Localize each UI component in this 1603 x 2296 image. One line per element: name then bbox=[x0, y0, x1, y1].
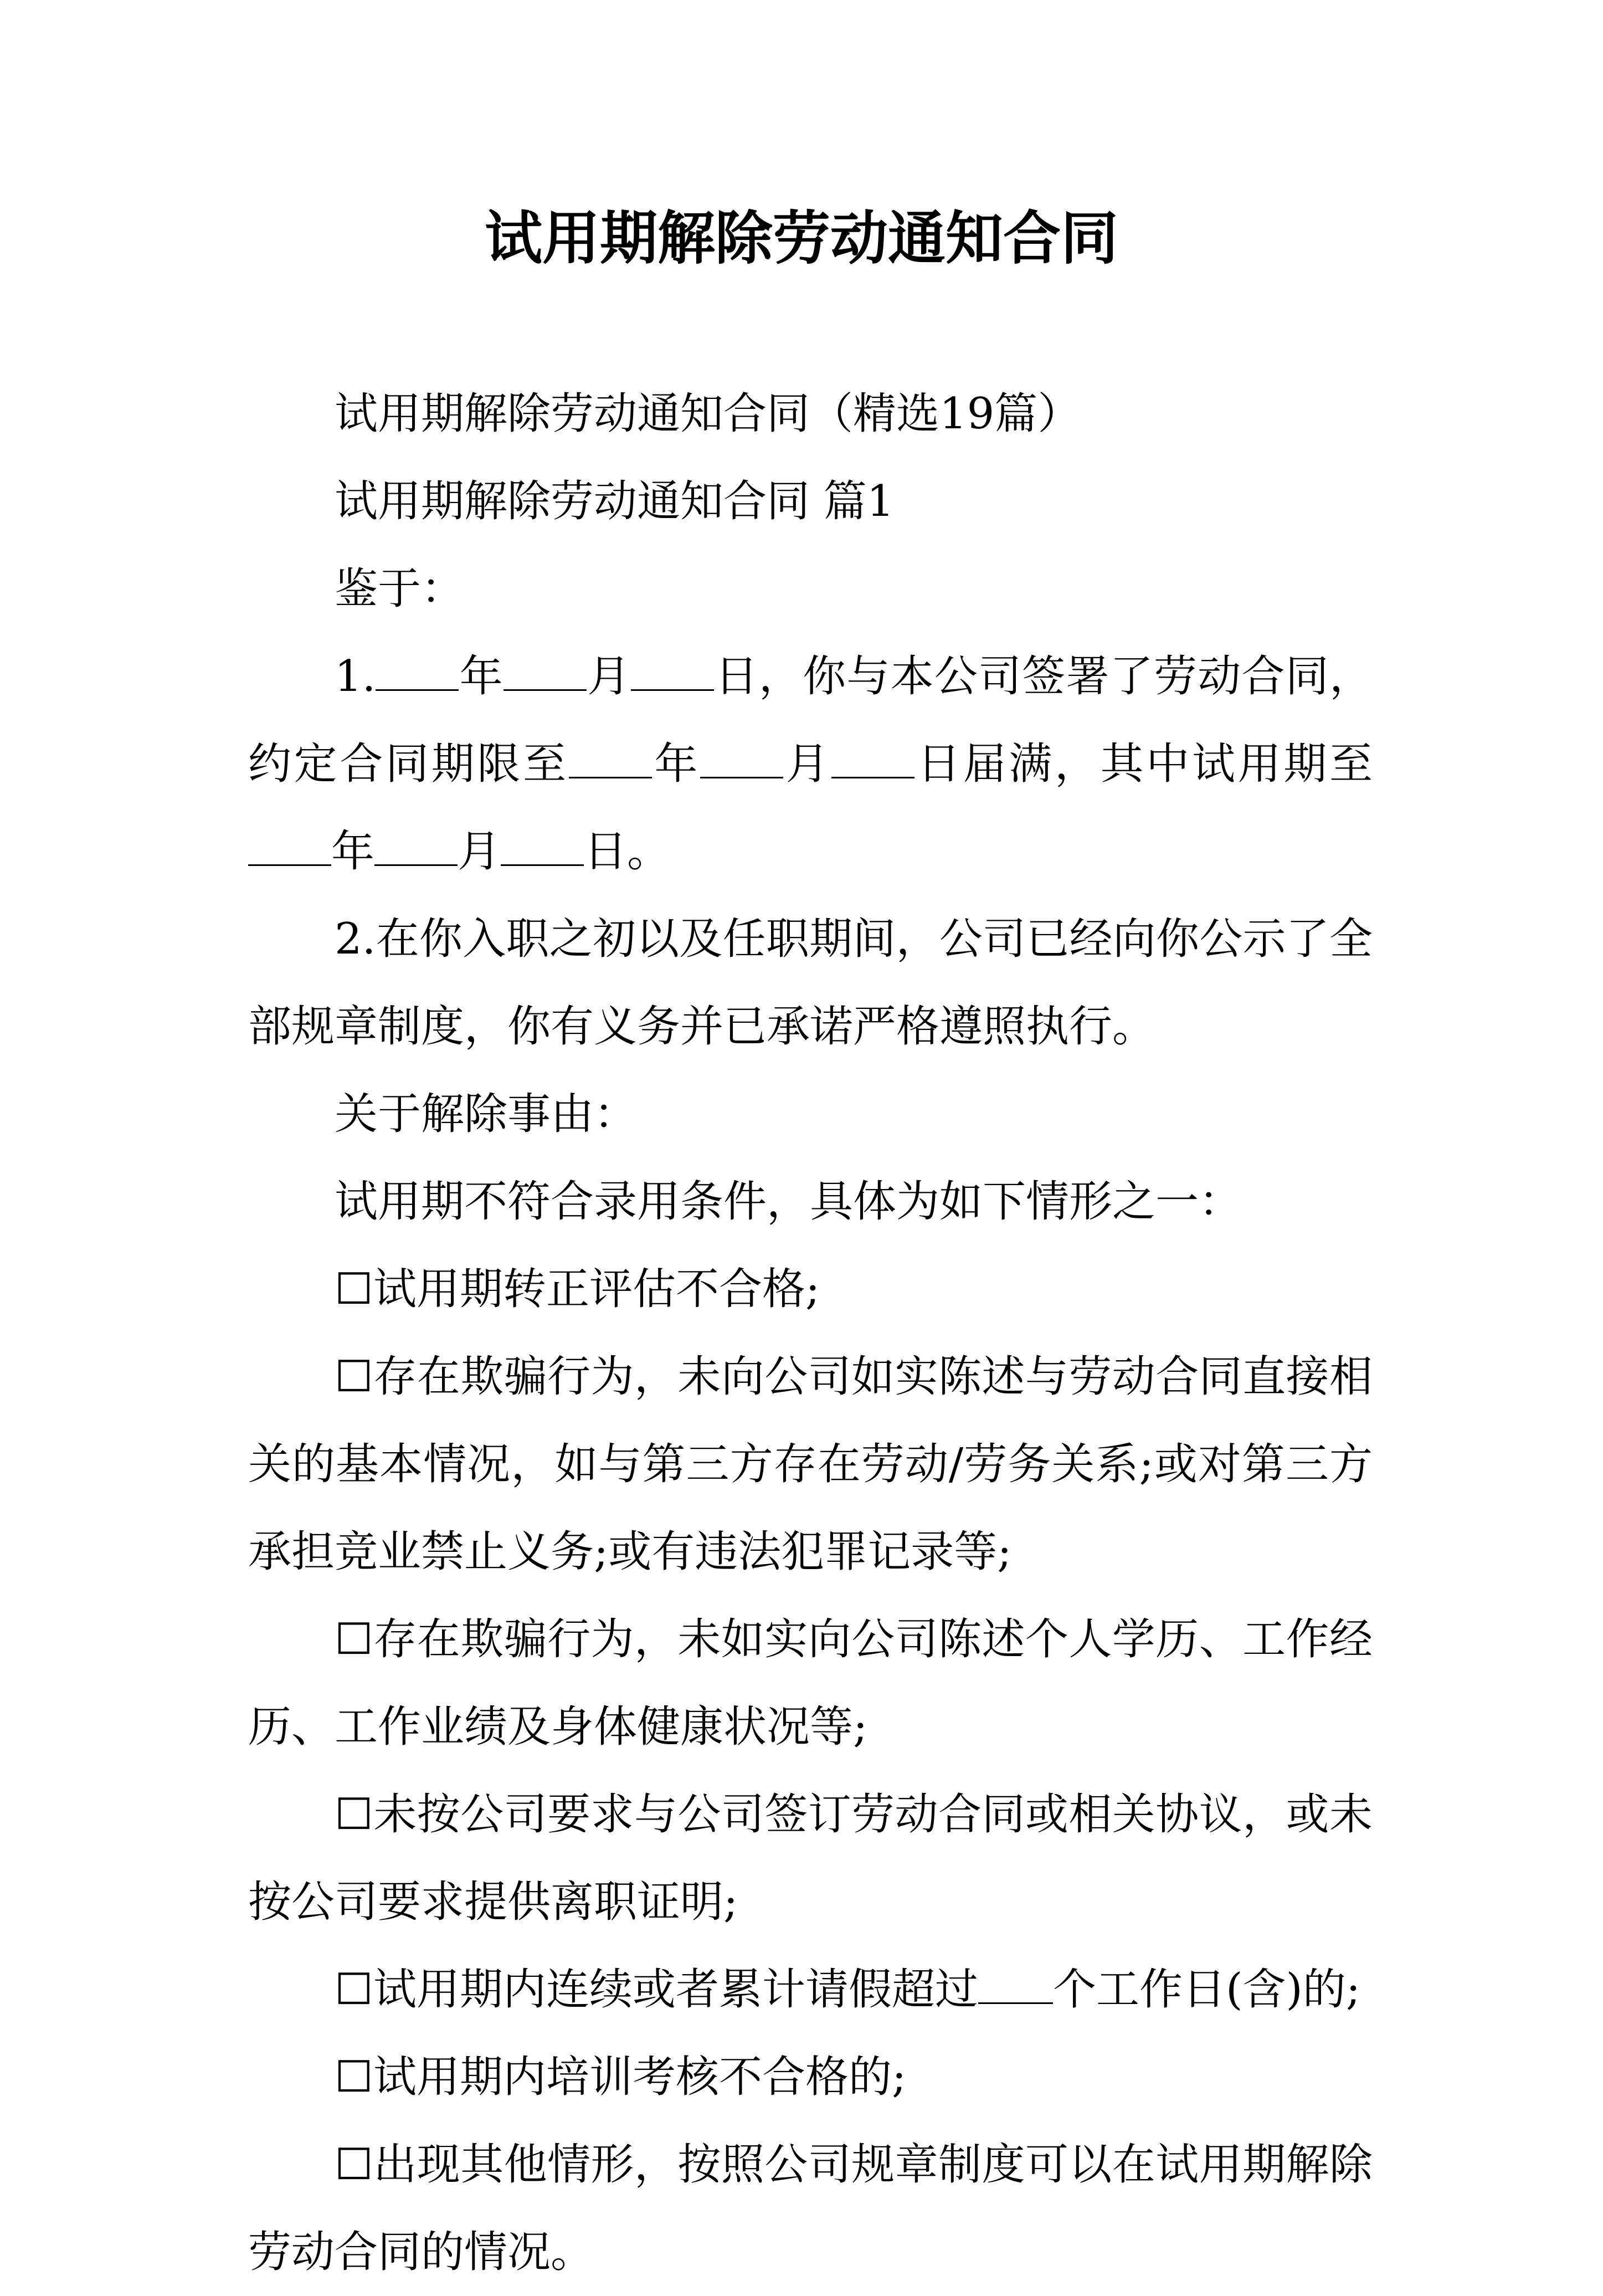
month-label-1: 月 bbox=[586, 652, 631, 701]
whereas-label: 鉴于： bbox=[335, 564, 465, 614]
checklist-item bbox=[248, 2033, 1373, 2121]
clause-2: 2.在你入职之初以及任职期间，公司已经向你公示了全部规章制度，你有义务并已承诺严格遵照执行。 bbox=[248, 914, 1373, 1052]
checkbox-icon[interactable]: ☐ bbox=[335, 1264, 373, 1314]
year-blank-3[interactable] bbox=[248, 829, 331, 866]
checkbox-icon[interactable]: ☐ bbox=[335, 2140, 373, 2190]
checkbox-icon[interactable]: ☐ bbox=[335, 1790, 373, 1839]
checklist-item-leave bbox=[248, 1946, 1373, 2033]
checkbox-icon[interactable]: ☐ bbox=[335, 1615, 373, 1664]
checklist-item-text: 出现其他情形，按照公司规章制度可以在试用期解除劳动合同的情况。 bbox=[248, 2140, 1373, 2277]
month-blank-3[interactable] bbox=[374, 829, 458, 866]
checklist-item bbox=[248, 1333, 1373, 1596]
reason-intro: 试用期不符合录用条件，具体为如下情形之一： bbox=[335, 1177, 1242, 1227]
month-label-2: 月 bbox=[783, 739, 832, 789]
section-heading: 试用期解除劳动通知合同 篇1 bbox=[335, 476, 895, 526]
month-label-3: 月 bbox=[458, 827, 501, 877]
reason-heading: 关于解除事由： bbox=[335, 1089, 638, 1139]
day-blank-2[interactable] bbox=[831, 741, 914, 778]
clause-1-text-a: 日，你与本公司签署了劳动合同，约定合同期限至 bbox=[248, 652, 1373, 789]
checklist-item-text: 存在欺骗行为，未向公司如实陈述与劳动合同直接相关的基本情况，如与第三方存在劳动/劳务关系;或对第三方承担竞业禁止义务;或有违法犯罪记录等; bbox=[248, 1352, 1373, 1577]
checklist-item bbox=[248, 1246, 1373, 1333]
month-blank-2[interactable] bbox=[700, 741, 783, 778]
clause-1-text-c: 日。 bbox=[584, 827, 671, 877]
year-blank-1[interactable] bbox=[376, 654, 459, 691]
checklist-item-text: 试用期内培训考核不合格的; bbox=[373, 2052, 907, 2102]
checklist-item bbox=[248, 2121, 1373, 2296]
document-title: 试用期解除劳动通知合同 bbox=[484, 204, 1118, 272]
checkbox-icon[interactable]: ☐ bbox=[335, 2052, 373, 2102]
leave-item-text-a: 试用期内连续或者累计请假超过 bbox=[373, 1965, 978, 2015]
checklist-item-text: 存在欺骗行为，未如实向公司陈述个人学历、工作经历、工作业绩及身体健康状况等; bbox=[248, 1615, 1373, 1752]
days-blank[interactable] bbox=[978, 1967, 1053, 2004]
checkbox-icon[interactable]: ☐ bbox=[335, 1965, 373, 2015]
checklist-item-text: 试用期转正评估不合格; bbox=[373, 1264, 820, 1314]
checklist-item bbox=[248, 1596, 1373, 1771]
clause-1-text-b: 日届满，其中试用期至 bbox=[914, 739, 1373, 789]
checkbox-icon[interactable]: ☐ bbox=[335, 1352, 373, 1402]
subtitle: 试用期解除劳动通知合同（精选19篇） bbox=[335, 389, 1081, 439]
document-body bbox=[248, 370, 1373, 2296]
checklist-item bbox=[248, 1771, 1373, 1946]
checklist-item-text: 未按公司要求与公司签订劳动合同或相关协议，或未按公司要求提供离职证明; bbox=[248, 1790, 1373, 1927]
year-blank-2[interactable] bbox=[569, 741, 652, 778]
leave-item-text-b: 个工作日(含)的; bbox=[1052, 1965, 1361, 2015]
year-label-1: 年 bbox=[459, 652, 503, 701]
clause-1 bbox=[248, 633, 1373, 895]
day-blank-1[interactable] bbox=[631, 654, 714, 691]
year-label-3: 年 bbox=[331, 827, 375, 877]
year-label-2: 年 bbox=[651, 739, 700, 789]
clause-1-prefix: 1. bbox=[335, 652, 376, 701]
month-blank-1[interactable] bbox=[503, 654, 587, 691]
day-blank-3[interactable] bbox=[501, 829, 584, 866]
